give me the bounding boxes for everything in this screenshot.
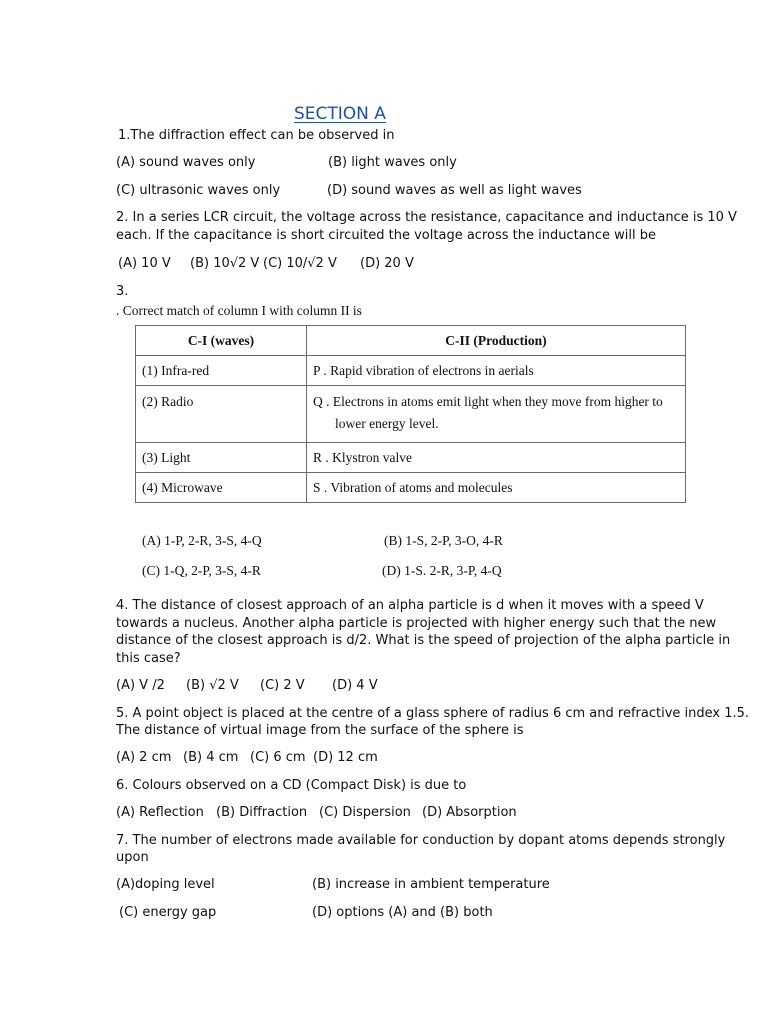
table-cell-production: R . Klystron valve bbox=[307, 443, 686, 473]
table-row bbox=[136, 356, 686, 386]
question-5-option-d: (D) 12 cm bbox=[313, 750, 378, 765]
question-2-option-d: (D) 20 V bbox=[360, 256, 414, 271]
question-1-option-c: (C) ultrasonic waves only bbox=[116, 183, 281, 198]
question-2-line-1: 2. In a series LCR circuit, the voltage across the resistance, capacitance and inductance is 10 V bbox=[116, 210, 737, 225]
question-6-option-b: (B) Diffraction bbox=[216, 805, 308, 820]
question-7-option-b: (B) increase in ambient temperature bbox=[312, 877, 550, 892]
question-4-line-2: towards a nucleus. Another alpha particle is projected with higher energy such that the new bbox=[116, 616, 717, 631]
question-4-option-d: (D) 4 V bbox=[332, 678, 378, 693]
table-cell-production-line-1: Q . Electrons in atoms emit light when they move from higher to bbox=[313, 394, 663, 409]
question-3-option-c: (C) 1-Q, 2-P, 3-S, 4-R bbox=[142, 563, 261, 578]
question-2-option-c: (C) 10/√2 V bbox=[263, 256, 337, 271]
section-title: SECTION A bbox=[294, 104, 386, 124]
question-1-option-a: (A) sound waves only bbox=[116, 155, 256, 170]
match-table bbox=[135, 325, 686, 503]
table-row bbox=[136, 386, 686, 443]
table-cell-production: S . Vibration of atoms and molecules bbox=[307, 473, 686, 503]
question-7-option-d: (D) options (A) and (B) both bbox=[312, 905, 493, 920]
question-7-option-a: (A)doping level bbox=[116, 877, 215, 892]
table-cell-wave: (2) Radio bbox=[136, 386, 307, 443]
table-cell-wave: (3) Light bbox=[136, 443, 307, 473]
question-1-option-d: (D) sound waves as well as light waves bbox=[327, 183, 582, 198]
question-6-text: 6. Colours observed on a CD (Compact Disk) is due to bbox=[116, 778, 467, 793]
question-5-option-b: (B) 4 cm bbox=[183, 750, 239, 765]
question-6-option-d: (D) Absorption bbox=[422, 805, 517, 820]
question-4-line-1: 4. The distance of closest approach of an alpha particle is d when it moves with a speed V bbox=[116, 598, 704, 613]
question-3-intro: . Correct match of column I with column II is bbox=[116, 303, 362, 318]
table-row bbox=[136, 473, 686, 503]
table-header-column-2: C-II (Production) bbox=[307, 326, 686, 356]
question-7-line-1: 7. The number of electrons made available for conduction by dopant atoms depends strongly bbox=[116, 833, 726, 848]
question-4-option-c: (C) 2 V bbox=[260, 678, 305, 693]
table-cell-production: P . Rapid vibration of electrons in aerials bbox=[307, 356, 686, 386]
question-6-option-a: (A) Reflection bbox=[116, 805, 204, 820]
table-row bbox=[136, 443, 686, 473]
question-5-line-1: 5. A point object is placed at the centre of a glass sphere of radius 6 cm and refractive index 1.5. bbox=[116, 706, 750, 721]
question-5-line-2: The distance of virtual image from the surface of the sphere is bbox=[116, 723, 524, 738]
question-5-option-a: (A) 2 cm bbox=[116, 750, 172, 765]
table-cell-wave: (4) Microwave bbox=[136, 473, 307, 503]
question-7-option-c: (C) energy gap bbox=[119, 905, 217, 920]
table-cell-production-line-2: lower energy level. bbox=[335, 416, 439, 431]
table-cell-wave: (1) Infra-red bbox=[136, 356, 307, 386]
question-3-option-a: (A) 1-P, 2-R, 3-S, 4-Q bbox=[142, 533, 262, 548]
question-4-option-b: (B) √2 V bbox=[186, 678, 239, 693]
question-7-line-2: upon bbox=[116, 850, 149, 865]
question-4-option-a: (A) V /2 bbox=[116, 678, 165, 693]
question-6-option-c: (C) Dispersion bbox=[319, 805, 411, 820]
question-2-option-b: (B) 10√2 V bbox=[190, 256, 260, 271]
question-3-option-b: (B) 1-S, 2-P, 3-O, 4-R bbox=[384, 533, 503, 548]
question-4-line-3: distance of the closest approach is d/2. What is the speed of projection of the alpha particle in bbox=[116, 633, 731, 648]
question-1-option-b: (B) light waves only bbox=[328, 155, 457, 170]
table-header-column-1: C-I (waves) bbox=[136, 326, 307, 356]
question-3-number: 3. bbox=[116, 284, 129, 299]
question-5-option-c: (C) 6 cm bbox=[250, 750, 306, 765]
question-2-option-a: (A) 10 V bbox=[118, 256, 171, 271]
question-3-option-d: (D) 1-S. 2-R, 3-P, 4-Q bbox=[382, 563, 502, 578]
question-1-text: 1.The diffraction effect can be observed in bbox=[118, 128, 395, 143]
question-4-line-4: this case? bbox=[116, 651, 181, 666]
table-cell-production bbox=[307, 386, 686, 443]
question-2-line-2: each. If the capacitance is short circuited the voltage across the inductance will be bbox=[116, 228, 657, 243]
